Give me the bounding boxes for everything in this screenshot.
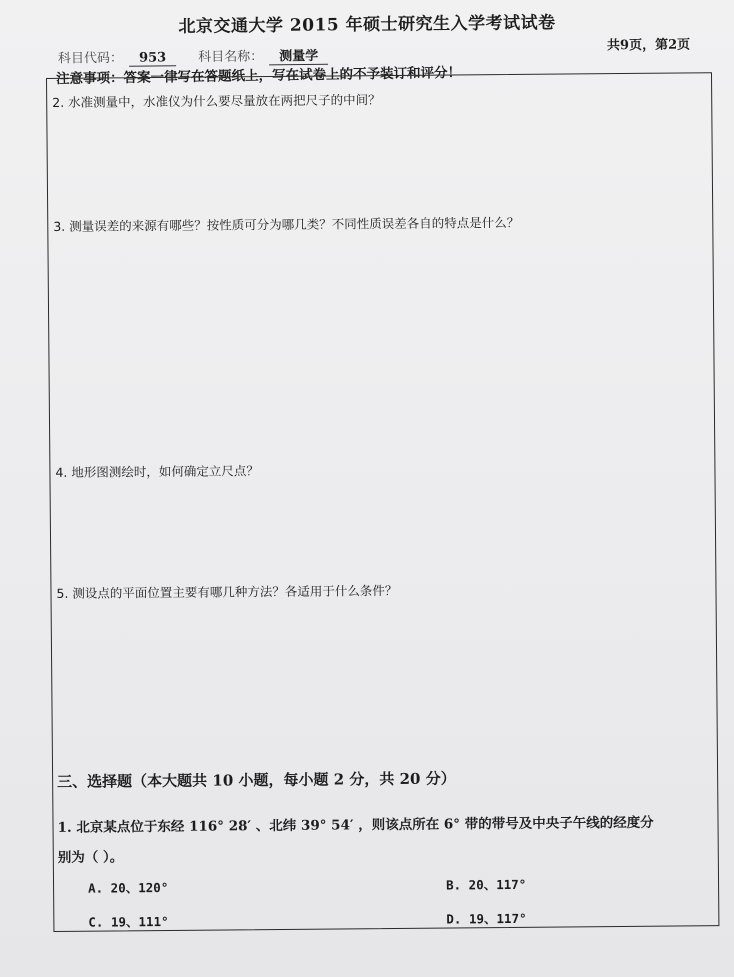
section-3-title: 三、选择题（本大题共 10 小题，每小题 2 分，共 20 分）	[57, 769, 456, 791]
subject-label: 科目名称：	[198, 49, 264, 66]
question-2: 2. 水准测量中，水准仪为什么要尽量放在两把尺子的中间？	[52, 92, 381, 110]
subject-value: 测量学	[269, 45, 328, 66]
code-label: 科目代码：	[57, 50, 124, 67]
option-d: D. 19、117°	[446, 910, 527, 927]
code-value: 953	[129, 50, 176, 66]
question-3: 3. 测量误差的来源有哪些？按性质可分为哪几类？不同性质误差各自的特点是什么？	[53, 214, 520, 234]
choice-question-1-line1: 1. 北京某点位于东经 116° 28′ 、北纬 39° 54′ ，则该点所在 6° 带的带号及中央子午线的经度分	[57, 814, 654, 836]
question-5: 5. 测设点的平面位置主要有哪几种方法？各适用于什么条件？	[56, 582, 398, 601]
question-box	[46, 72, 719, 932]
exam-title: 北京交通大学 2015 年硕士研究生入学考试试卷	[178, 13, 556, 37]
choice-question-1	[57, 807, 707, 873]
page-indicator: 共9页，第2页	[606, 37, 691, 54]
choice-question-1-line2: 别为（ ）。	[57, 849, 124, 866]
option-c: C. 19、111°	[88, 913, 169, 930]
option-b: B. 20、117°	[445, 876, 527, 893]
option-a: A. 20、120°	[88, 879, 169, 896]
question-4: 4. 地形图测绘时，如何确定立尺点？	[55, 463, 259, 480]
exam-notice: 注意事项：答案一律写在答题纸上，写在试卷上的不予装订和评分！	[55, 64, 462, 88]
